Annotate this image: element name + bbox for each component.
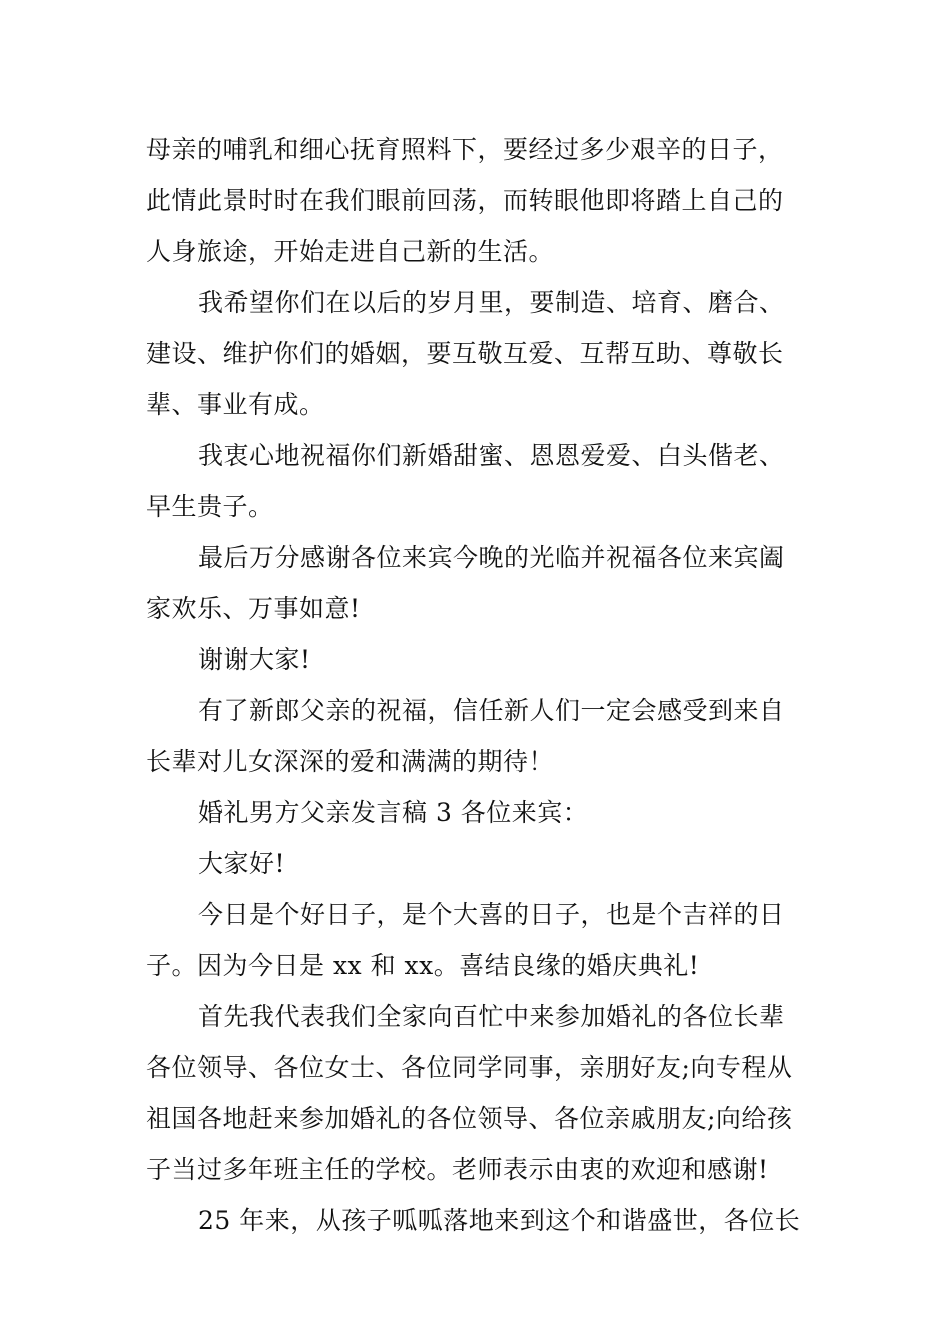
text-line: 早生贵子。 xyxy=(146,492,274,521)
text-line: 人身旅途，开始走进自己新的生活。 xyxy=(146,237,555,266)
text-line: 我衷心地祝福你们新婚甜蜜、恩恩爱爱、白头偕老、 xyxy=(198,441,785,470)
text-line: 有了新郎父亲的祝福，信任新人们一定会感受到来自 xyxy=(198,696,785,725)
text-line: 家欢乐、万事如意! xyxy=(146,594,361,623)
text-line: 今日是个好日子，是个大喜的日子，也是个吉祥的日 xyxy=(198,900,785,929)
text-line: 此情此景时时在我们眼前回荡，而转眼他即将踏上自己的 xyxy=(146,186,784,215)
document-body xyxy=(146,124,810,1246)
text-line: 最后万分感谢各位来宾今晚的光临并祝福各位来宾阖 xyxy=(198,543,785,572)
text-line: 25 年来，从孩子呱呱落地来到这个和谐盛世，各位长 xyxy=(198,1206,801,1235)
text-line: 辈、事业有成。 xyxy=(146,390,325,419)
text-line: 子。因为今日是 xx 和 xx。喜结良缘的婚庆典礼! xyxy=(146,951,700,980)
text-line: 谢谢大家! xyxy=(198,645,311,674)
text-line: 各位领导、各位女士、各位同学同事，亲朋好友;向专程从 xyxy=(146,1053,793,1082)
text-line: 大家好! xyxy=(198,849,286,878)
text-line: 母亲的哺乳和细心抚育照料下，要经过多少艰辛的日子， xyxy=(146,135,784,164)
text-line: 婚礼男方父亲发言稿 3 各位来宾： xyxy=(198,798,589,827)
text-line: 长辈对儿女深深的爱和满满的期待！ xyxy=(146,747,555,776)
text-line: 子当过多年班主任的学校。老师表示由衷的欢迎和感谢! xyxy=(146,1155,769,1184)
text-line: 首先我代表我们全家向百忙中来参加婚礼的各位长辈 xyxy=(198,1002,785,1031)
text-line: 建设、维护你们的婚姻，要互敬互爱、互帮互助、尊敬长 xyxy=(146,339,784,368)
text-line: 我希望你们在以后的岁月里，要制造、培育、磨合、 xyxy=(198,288,785,317)
text-line: 祖国各地赶来参加婚礼的各位领导、各位亲戚朋友;向给孩 xyxy=(146,1104,793,1133)
